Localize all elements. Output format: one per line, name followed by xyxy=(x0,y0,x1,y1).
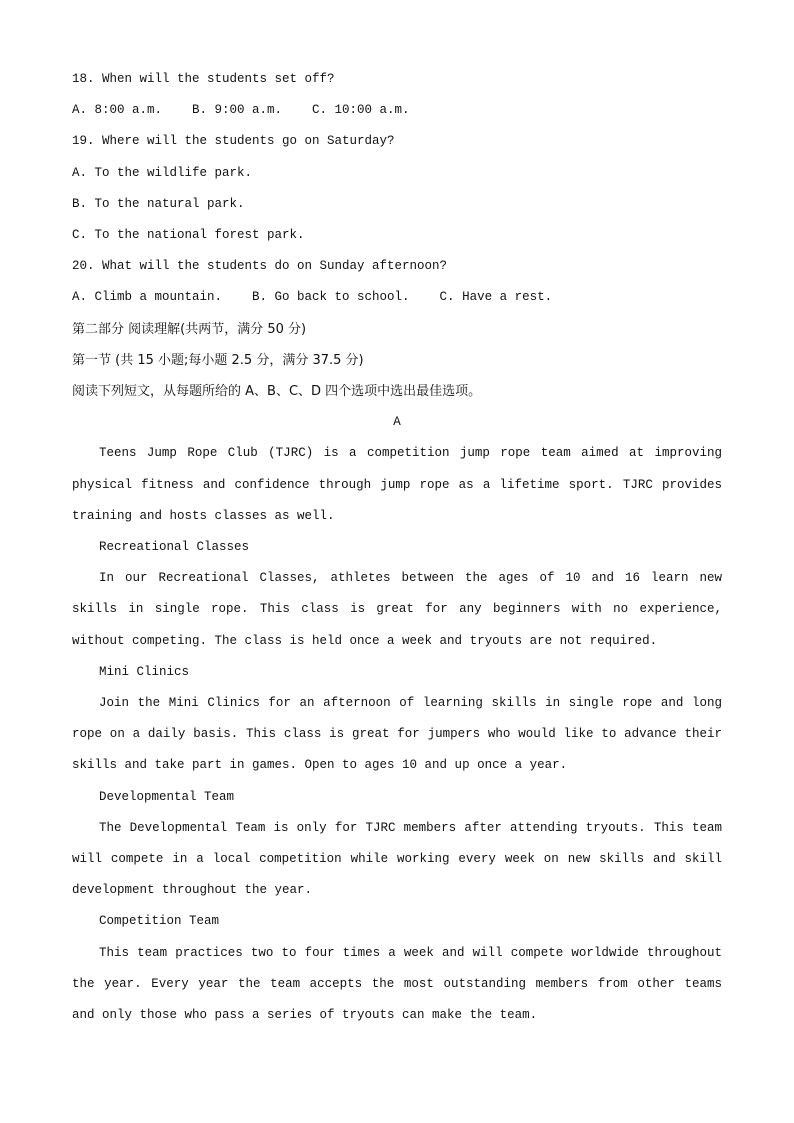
question-19-option-c: C. To the national forest park. xyxy=(72,228,305,243)
heading-mini-clinics: Mini Clinics xyxy=(99,664,190,679)
heading-developmental-team: Developmental Team xyxy=(99,789,235,804)
section-instruction: 阅读下列短文，从每题所给的 A、B、C、D 四个选项中选出最佳选项。 xyxy=(72,384,482,400)
question-19-option-b: B. To the natural park. xyxy=(72,196,245,211)
part-title: 第二部分 阅读理解(共两节，满分 50 分) xyxy=(72,321,307,337)
paragraph-mini-clinics: Join the Mini Clinics for an afternoon of learning skills in single rope and long rope on a daily basis. This class is great for jumpers who would like to advance their skills and take part in games. Open to ages 10 and up once a year. xyxy=(72,696,722,773)
question-20-stem: 20. What will the students do on Sunday afternoon? xyxy=(72,259,448,274)
passage-label: A xyxy=(393,415,401,430)
question-19-stem: 19. Where will the students go on Saturday? xyxy=(72,134,395,149)
question-18-options: A. 8:00 a.m. B. 9:00 a.m. C. 10:00 a.m. xyxy=(72,103,410,118)
question-19-option-a: A. To the wildlife park. xyxy=(72,165,253,180)
heading-competition-team: Competition Team xyxy=(99,914,220,929)
exam-page xyxy=(72,64,722,1031)
subsection-title: 第一节 (共 15 小题;每小题 2.5 分，满分 37.5 分) xyxy=(72,352,364,368)
heading-recreational-classes: Recreational Classes xyxy=(99,540,250,555)
paragraph-recreational-classes: In our Recreational Classes, athletes between the ages of 10 and 16 learn new skills in single rope. This class is great for any beginners with no experience, without competing. The class is held once a week and tryouts are not required. xyxy=(72,571,722,648)
passage-intro: Teens Jump Rope Club (TJRC) is a competition jump rope team aimed at improving physical fitness and confidence through jump rope as a lifetime sport. TJRC provides training and hosts classes as well. xyxy=(72,446,722,523)
question-18-stem: 18. When will the students set off? xyxy=(72,72,335,86)
question-20-options: A. Climb a mountain. B. Go back to school. C. Have a rest. xyxy=(72,290,553,305)
paragraph-developmental-team: The Developmental Team is only for TJRC members after attending tryouts. This team will compete in a local competition while working every week on new skills and skill development throughout the year. xyxy=(72,820,722,898)
paragraph-competition-team: This team practices two to four times a week and will compete worldwide throughout the year. Every year the team accepts the most outstanding members from other teams and only those who pass a series of tryouts can make the team. xyxy=(72,945,722,1023)
